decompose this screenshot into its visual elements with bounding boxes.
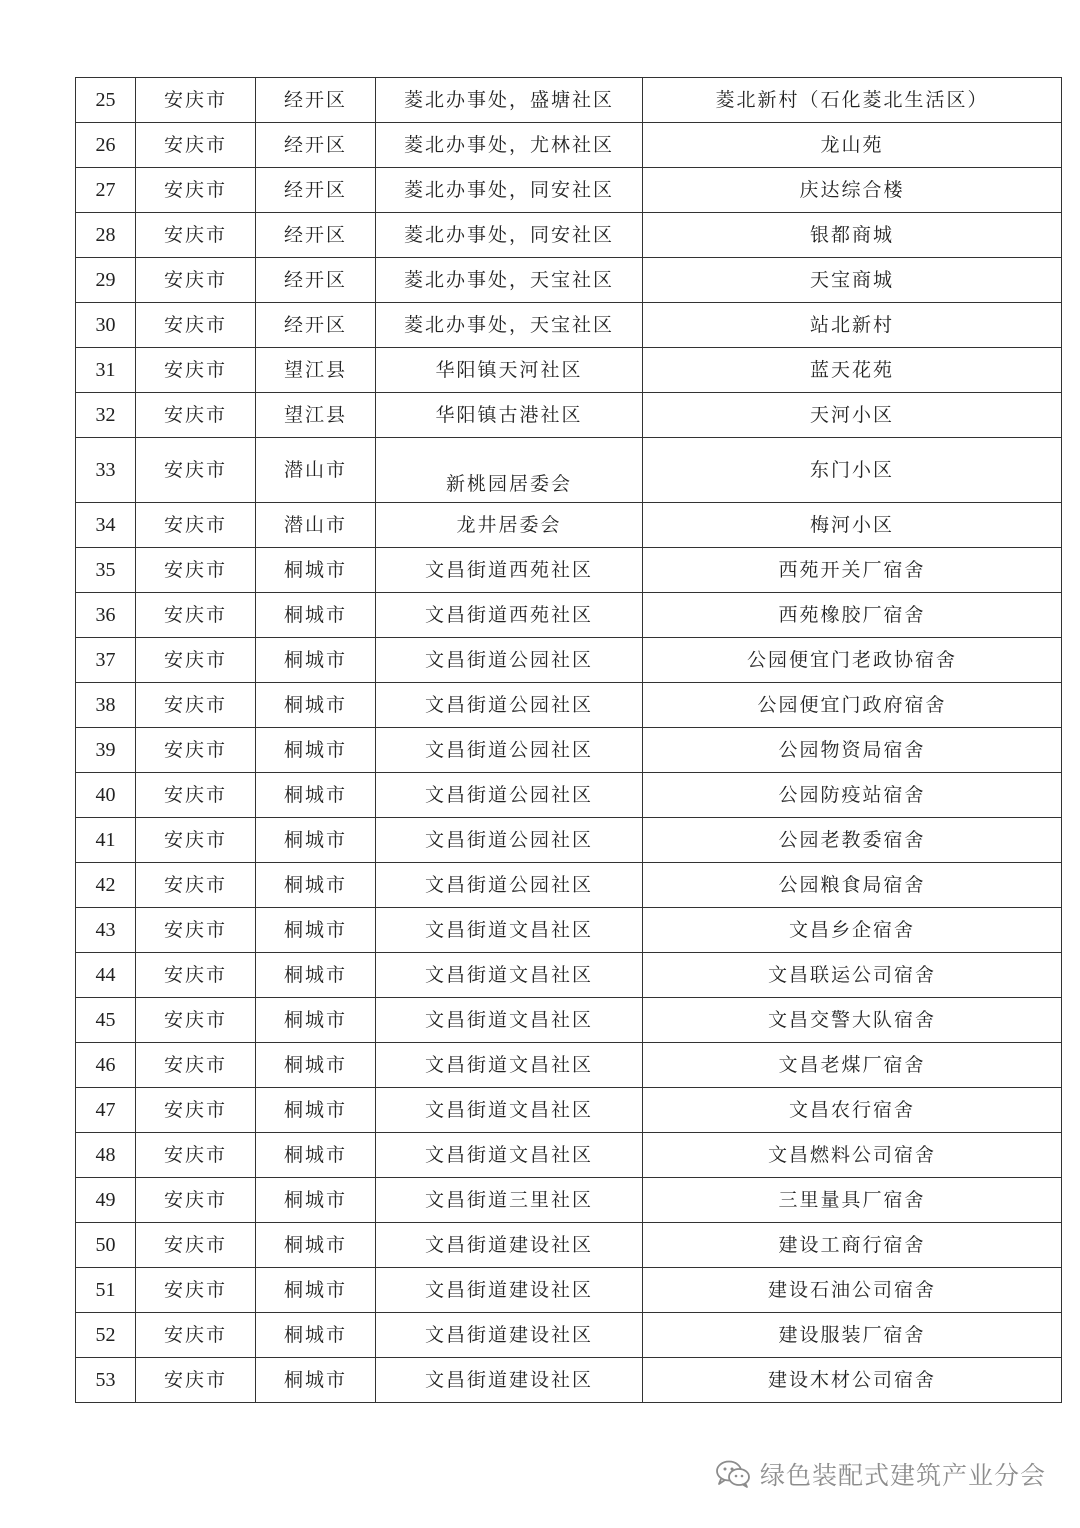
cell-residential-area: 公园老教委宿舍: [643, 818, 1062, 863]
cell-number: 46: [76, 1043, 136, 1088]
table-row: [76, 348, 1062, 393]
table-row: [76, 908, 1062, 953]
cell-city: 安庆市: [136, 1313, 256, 1358]
cell-residential-area: 文昌农行宿舍: [643, 1088, 1062, 1133]
cell-number: 42: [76, 863, 136, 908]
cell-district: 桐城市: [256, 1133, 376, 1178]
cell-city: 安庆市: [136, 638, 256, 683]
cell-street-community: 文昌街道文昌社区: [376, 1133, 643, 1178]
cell-street-community: 菱北办事处，同安社区: [376, 168, 643, 213]
cell-street-community: 文昌街道文昌社区: [376, 1088, 643, 1133]
table-row: [76, 1088, 1062, 1133]
cell-district: 桐城市: [256, 683, 376, 728]
table-row: [76, 503, 1062, 548]
cell-residential-area: 公园便宜门老政协宿舍: [643, 638, 1062, 683]
cell-city: 安庆市: [136, 593, 256, 638]
cell-city: 安庆市: [136, 998, 256, 1043]
cell-residential-area: 菱北新村（石化菱北生活区）: [643, 78, 1062, 123]
cell-district: 潜山市: [256, 438, 376, 503]
cell-district: 桐城市: [256, 773, 376, 818]
table-row: [76, 123, 1062, 168]
cell-number: 40: [76, 773, 136, 818]
cell-city: 安庆市: [136, 393, 256, 438]
cell-district: 桐城市: [256, 1313, 376, 1358]
table-row: [76, 1358, 1062, 1403]
cell-residential-area: 公园物资局宿舍: [643, 728, 1062, 773]
cell-residential-area: 西苑开关厂宿舍: [643, 548, 1062, 593]
cell-number: 29: [76, 258, 136, 303]
cell-number: 52: [76, 1313, 136, 1358]
cell-district: 桐城市: [256, 863, 376, 908]
cell-number: 45: [76, 998, 136, 1043]
cell-residential-area: 蓝天花苑: [643, 348, 1062, 393]
cell-residential-area: 建设石油公司宿舍: [643, 1268, 1062, 1313]
cell-number: 32: [76, 393, 136, 438]
cell-street-community: 文昌街道公园社区: [376, 728, 643, 773]
cell-city: 安庆市: [136, 303, 256, 348]
cell-city: 安庆市: [136, 1178, 256, 1223]
cell-district: 桐城市: [256, 998, 376, 1043]
cell-residential-area: 银都商城: [643, 213, 1062, 258]
watermark-text: 绿色装配式建筑产业分会: [759, 1461, 1046, 1490]
cell-residential-area: 三里量具厂宿舍: [643, 1178, 1062, 1223]
cell-residential-area: 文昌联运公司宿舍: [643, 953, 1062, 998]
cell-residential-area: 天河小区: [643, 393, 1062, 438]
cell-district: 桐城市: [256, 1268, 376, 1313]
cell-number: 27: [76, 168, 136, 213]
cell-city: 安庆市: [136, 818, 256, 863]
cell-city: 安庆市: [136, 1268, 256, 1313]
cell-city: 安庆市: [136, 123, 256, 168]
cell-street-community: 文昌街道建设社区: [376, 1313, 643, 1358]
cell-district: 潜山市: [256, 503, 376, 548]
table-row: [76, 683, 1062, 728]
cell-city: 安庆市: [136, 438, 256, 503]
cell-street-community: 文昌街道公园社区: [376, 863, 643, 908]
cell-district: 经开区: [256, 123, 376, 168]
cell-street-community: 龙井居委会: [376, 503, 643, 548]
cell-street-community: 文昌街道文昌社区: [376, 1043, 643, 1088]
cell-city: 安庆市: [136, 1133, 256, 1178]
cell-city: 安庆市: [136, 503, 256, 548]
cell-district: 经开区: [256, 168, 376, 213]
cell-district: 经开区: [256, 258, 376, 303]
cell-street-community: 菱北办事处，天宝社区: [376, 303, 643, 348]
cell-city: 安庆市: [136, 863, 256, 908]
cell-number: 50: [76, 1223, 136, 1268]
table-row: [76, 393, 1062, 438]
table-row: [76, 953, 1062, 998]
cell-city: 安庆市: [136, 258, 256, 303]
cell-number: 41: [76, 818, 136, 863]
cell-residential-area: 天宝商城: [643, 258, 1062, 303]
cell-city: 安庆市: [136, 1223, 256, 1268]
cell-street-community: 新桃园居委会: [376, 438, 643, 503]
cell-district: 桐城市: [256, 728, 376, 773]
cell-street-community: 文昌街道西苑社区: [376, 593, 643, 638]
table-body: [76, 78, 1062, 1403]
cell-residential-area: 梅河小区: [643, 503, 1062, 548]
table-row: [76, 258, 1062, 303]
cell-street-community: 菱北办事处，天宝社区: [376, 258, 643, 303]
cell-number: 51: [76, 1268, 136, 1313]
cell-street-community: 文昌街道文昌社区: [376, 998, 643, 1043]
cell-residential-area: 站北新村: [643, 303, 1062, 348]
table-row: [76, 1043, 1062, 1088]
cell-residential-area: 公园粮食局宿舍: [643, 863, 1062, 908]
table-row: [76, 773, 1062, 818]
cell-district: 桐城市: [256, 1088, 376, 1133]
table-row: [76, 1313, 1062, 1358]
cell-city: 安庆市: [136, 1358, 256, 1403]
cell-street-community: 文昌街道建设社区: [376, 1268, 643, 1313]
cell-residential-area: 文昌老煤厂宿舍: [643, 1043, 1062, 1088]
cell-residential-area: 文昌燃料公司宿舍: [643, 1133, 1062, 1178]
cell-street-community: 华阳镇古港社区: [376, 393, 643, 438]
cell-district: 桐城市: [256, 1223, 376, 1268]
cell-residential-area: 龙山苑: [643, 123, 1062, 168]
cell-street-community: 文昌街道建设社区: [376, 1223, 643, 1268]
table-row: [76, 1223, 1062, 1268]
cell-street-community: 华阳镇天河社区: [376, 348, 643, 393]
cell-city: 安庆市: [136, 773, 256, 818]
cell-number: 34: [76, 503, 136, 548]
table-row: [76, 863, 1062, 908]
table-row: [76, 438, 1062, 503]
table-row: [76, 728, 1062, 773]
table-row: [76, 168, 1062, 213]
cell-number: 25: [76, 78, 136, 123]
cell-city: 安庆市: [136, 908, 256, 953]
table-row: [76, 78, 1062, 123]
cell-number: 33: [76, 438, 136, 503]
table-row: [76, 818, 1062, 863]
cell-city: 安庆市: [136, 728, 256, 773]
cell-street-community: 文昌街道公园社区: [376, 773, 643, 818]
cell-number: 35: [76, 548, 136, 593]
cell-street-community: 菱北办事处，盛塘社区: [376, 78, 643, 123]
cell-number: 39: [76, 728, 136, 773]
cell-residential-area: 建设工商行宿舍: [643, 1223, 1062, 1268]
cell-city: 安庆市: [136, 1088, 256, 1133]
cell-number: 47: [76, 1088, 136, 1133]
cell-district: 经开区: [256, 303, 376, 348]
table-row: [76, 593, 1062, 638]
cell-residential-area: 建设服装厂宿舍: [643, 1313, 1062, 1358]
cell-street-community: 菱北办事处，尤林社区: [376, 123, 643, 168]
cell-city: 安庆市: [136, 168, 256, 213]
table-row: [76, 1178, 1062, 1223]
cell-district: 经开区: [256, 213, 376, 258]
cell-street-community: 文昌街道公园社区: [376, 818, 643, 863]
cell-district: 桐城市: [256, 953, 376, 998]
cell-district: 望江县: [256, 393, 376, 438]
cell-street-community: 菱北办事处，同安社区: [376, 213, 643, 258]
cell-city: 安庆市: [136, 548, 256, 593]
cell-street-community: 文昌街道三里社区: [376, 1178, 643, 1223]
cell-district: 桐城市: [256, 638, 376, 683]
cell-residential-area: 文昌交警大队宿舍: [643, 998, 1062, 1043]
cell-street-community: 文昌街道文昌社区: [376, 953, 643, 998]
cell-number: 38: [76, 683, 136, 728]
cell-number: 48: [76, 1133, 136, 1178]
cell-street-community: 文昌街道文昌社区: [376, 908, 643, 953]
table-row: [76, 638, 1062, 683]
table-row: [76, 303, 1062, 348]
watermark: [714, 1456, 1046, 1492]
cell-number: 26: [76, 123, 136, 168]
cell-district: 桐城市: [256, 548, 376, 593]
cell-number: 43: [76, 908, 136, 953]
cell-city: 安庆市: [136, 953, 256, 998]
cell-number: 53: [76, 1358, 136, 1403]
cell-city: 安庆市: [136, 683, 256, 728]
table-row: [76, 213, 1062, 258]
cell-district: 望江县: [256, 348, 376, 393]
cell-number: 49: [76, 1178, 136, 1223]
table-row: [76, 998, 1062, 1043]
cell-number: 30: [76, 303, 136, 348]
cell-district: 桐城市: [256, 818, 376, 863]
cell-street-community: 文昌街道公园社区: [376, 638, 643, 683]
table-row: [76, 1268, 1062, 1313]
cell-residential-area: 建设木材公司宿舍: [643, 1358, 1062, 1403]
table-row: [76, 548, 1062, 593]
cell-residential-area: 公园便宜门政府宿舍: [643, 683, 1062, 728]
cell-residential-area: 文昌乡企宿舍: [643, 908, 1062, 953]
cell-district: 经开区: [256, 78, 376, 123]
cell-city: 安庆市: [136, 1043, 256, 1088]
cell-number: 31: [76, 348, 136, 393]
cell-city: 安庆市: [136, 213, 256, 258]
cell-residential-area: 庆达综合楼: [643, 168, 1062, 213]
cell-number: 36: [76, 593, 136, 638]
cell-district: 桐城市: [256, 908, 376, 953]
table-row: [76, 1133, 1062, 1178]
cell-city: 安庆市: [136, 78, 256, 123]
cell-residential-area: 西苑橡胶厂宿舍: [643, 593, 1062, 638]
cell-number: 44: [76, 953, 136, 998]
cell-street-community: 文昌街道西苑社区: [376, 548, 643, 593]
cell-district: 桐城市: [256, 1043, 376, 1088]
cell-district: 桐城市: [256, 593, 376, 638]
cell-city: 安庆市: [136, 348, 256, 393]
cell-number: 37: [76, 638, 136, 683]
cell-residential-area: 公园防疫站宿舍: [643, 773, 1062, 818]
cell-district: 桐城市: [256, 1178, 376, 1223]
wechat-icon: [714, 1459, 752, 1489]
cell-street-community: 文昌街道公园社区: [376, 683, 643, 728]
community-table: [75, 77, 1062, 1403]
cell-number: 28: [76, 213, 136, 258]
cell-residential-area: 东门小区: [643, 438, 1062, 503]
cell-street-community: 文昌街道建设社区: [376, 1358, 643, 1403]
cell-district: 桐城市: [256, 1358, 376, 1403]
